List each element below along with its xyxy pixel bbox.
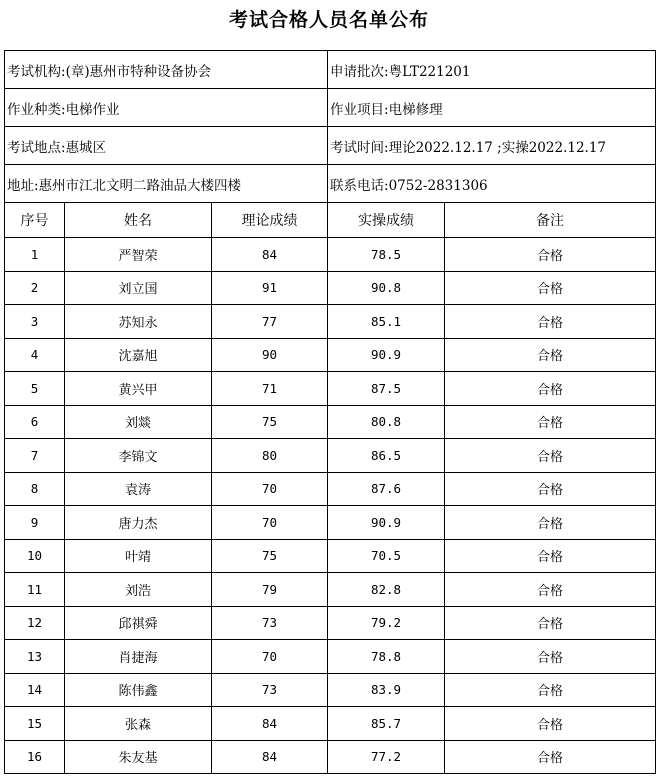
cell-name: 苏知永 <box>65 305 212 339</box>
cell-practical: 83.9 <box>328 673 445 707</box>
item-value: 电梯修理 <box>388 101 443 118</box>
phone-cell <box>328 165 656 203</box>
cell-practical: 85.1 <box>328 305 445 339</box>
table-row <box>5 640 656 674</box>
cell-theory: 91 <box>212 271 328 305</box>
cell-remark: 合格 <box>445 338 656 372</box>
cell-remark: 合格 <box>445 640 656 674</box>
cell-theory: 70 <box>212 472 328 506</box>
cell-practical: 77.2 <box>328 740 445 774</box>
cell-seq: 5 <box>5 372 65 406</box>
cell-name: 唐力杰 <box>65 506 212 540</box>
info-row-type <box>5 89 656 127</box>
cell-remark: 合格 <box>445 271 656 305</box>
cell-seq: 8 <box>5 472 65 506</box>
cell-remark: 合格 <box>445 506 656 540</box>
table-row <box>5 539 656 573</box>
cell-remark: 合格 <box>445 372 656 406</box>
cell-practical: 90.9 <box>328 338 445 372</box>
cell-theory: 90 <box>212 338 328 372</box>
org-label: 考试机构: <box>7 63 66 80</box>
cell-theory: 84 <box>212 238 328 272</box>
cell-theory: 79 <box>212 573 328 607</box>
col-header-practical: 实操成绩 <box>328 203 445 238</box>
table-row <box>5 305 656 339</box>
phone-value: 0752-2831306 <box>388 177 488 194</box>
cell-theory: 77 <box>212 305 328 339</box>
info-row-org <box>5 51 656 89</box>
cell-theory: 84 <box>212 707 328 741</box>
phone-label: 联系电话: <box>330 177 389 194</box>
cell-seq: 3 <box>5 305 65 339</box>
cell-name: 叶靖 <box>65 539 212 573</box>
org-cell <box>5 51 328 89</box>
item-label: 作业项目: <box>330 101 389 118</box>
cell-seq: 16 <box>5 740 65 774</box>
cell-remark: 合格 <box>445 305 656 339</box>
time-value: 理论2022.12.17 ;实操2022.12.17 <box>388 139 607 156</box>
batch-value: 粤LT221201 <box>388 63 471 80</box>
cell-practical: 82.8 <box>328 573 445 607</box>
table-row <box>5 506 656 540</box>
table-row <box>5 271 656 305</box>
cell-practical: 87.5 <box>328 372 445 406</box>
org-value: (章)惠州市特种设备协会 <box>65 63 212 80</box>
cell-practical: 70.5 <box>328 539 445 573</box>
cell-remark: 合格 <box>445 539 656 573</box>
cell-name: 严智荣 <box>65 238 212 272</box>
cell-name: 张森 <box>65 707 212 741</box>
cell-theory: 80 <box>212 439 328 473</box>
col-header-name: 姓名 <box>65 203 212 238</box>
cell-theory: 70 <box>212 640 328 674</box>
col-header-remark: 备注 <box>445 203 656 238</box>
table-row <box>5 405 656 439</box>
cell-theory: 75 <box>212 405 328 439</box>
address-label: 地址: <box>7 177 39 194</box>
col-header-seq: 序号 <box>5 203 65 238</box>
cell-practical: 87.6 <box>328 472 445 506</box>
cell-name: 刘立国 <box>65 271 212 305</box>
col-header-theory: 理论成绩 <box>212 203 328 238</box>
cell-remark: 合格 <box>445 573 656 607</box>
cell-theory: 70 <box>212 506 328 540</box>
info-row-place <box>5 127 656 165</box>
table-row <box>5 439 656 473</box>
cell-remark: 合格 <box>445 707 656 741</box>
cell-remark: 合格 <box>445 740 656 774</box>
results-table <box>4 50 656 774</box>
cell-seq: 4 <box>5 338 65 372</box>
table-row <box>5 472 656 506</box>
cell-name: 刘浩 <box>65 573 212 607</box>
cell-remark: 合格 <box>445 439 656 473</box>
header-row <box>5 203 656 238</box>
place-cell <box>5 127 328 165</box>
table-row <box>5 673 656 707</box>
cell-name: 陈伟鑫 <box>65 673 212 707</box>
batch-cell <box>328 51 656 89</box>
cell-seq: 9 <box>5 506 65 540</box>
table-row <box>5 740 656 774</box>
cell-seq: 15 <box>5 707 65 741</box>
cell-seq: 1 <box>5 238 65 272</box>
cell-name: 肖捷海 <box>65 640 212 674</box>
cell-seq: 13 <box>5 640 65 674</box>
time-cell <box>328 127 656 165</box>
batch-label: 申请批次: <box>330 63 389 80</box>
cell-seq: 12 <box>5 606 65 640</box>
cell-practical: 90.9 <box>328 506 445 540</box>
cell-practical: 80.8 <box>328 405 445 439</box>
place-value: 惠城区 <box>65 139 107 156</box>
cell-seq: 11 <box>5 573 65 607</box>
cell-name: 朱友基 <box>65 740 212 774</box>
address-value: 惠州市江北文明二路油品大楼四楼 <box>38 177 242 194</box>
cell-name: 沈嘉旭 <box>65 338 212 372</box>
cell-practical: 86.5 <box>328 439 445 473</box>
cell-name: 李锦文 <box>65 439 212 473</box>
cell-seq: 6 <box>5 405 65 439</box>
table-row <box>5 606 656 640</box>
type-label: 作业种类: <box>7 101 66 118</box>
cell-theory: 73 <box>212 673 328 707</box>
cell-name: 刘燚 <box>65 405 212 439</box>
cell-name: 袁涛 <box>65 472 212 506</box>
time-label: 考试时间: <box>330 139 389 156</box>
info-row-address <box>5 165 656 203</box>
cell-remark: 合格 <box>445 606 656 640</box>
cell-remark: 合格 <box>445 405 656 439</box>
place-label: 考试地点: <box>7 139 66 156</box>
page-title: 考试合格人员名单公布 <box>228 9 429 31</box>
cell-practical: 85.7 <box>328 707 445 741</box>
cell-practical: 90.8 <box>328 271 445 305</box>
table-row <box>5 372 656 406</box>
table-row <box>5 707 656 741</box>
cell-practical: 79.2 <box>328 606 445 640</box>
cell-theory: 75 <box>212 539 328 573</box>
cell-remark: 合格 <box>445 238 656 272</box>
item-cell <box>328 89 656 127</box>
cell-seq: 14 <box>5 673 65 707</box>
table-row <box>5 338 656 372</box>
type-value: 电梯作业 <box>65 101 120 118</box>
cell-practical: 78.5 <box>328 238 445 272</box>
type-cell <box>5 89 328 127</box>
address-cell <box>5 165 328 203</box>
cell-theory: 71 <box>212 372 328 406</box>
cell-practical: 78.8 <box>328 640 445 674</box>
cell-remark: 合格 <box>445 472 656 506</box>
cell-seq: 2 <box>5 271 65 305</box>
cell-name: 邱祺舜 <box>65 606 212 640</box>
table-row <box>5 573 656 607</box>
cell-remark: 合格 <box>445 673 656 707</box>
cell-seq: 10 <box>5 539 65 573</box>
cell-name: 黄兴甲 <box>65 372 212 406</box>
cell-theory: 84 <box>212 740 328 774</box>
cell-seq: 7 <box>5 439 65 473</box>
table-row <box>5 238 656 272</box>
cell-theory: 73 <box>212 606 328 640</box>
